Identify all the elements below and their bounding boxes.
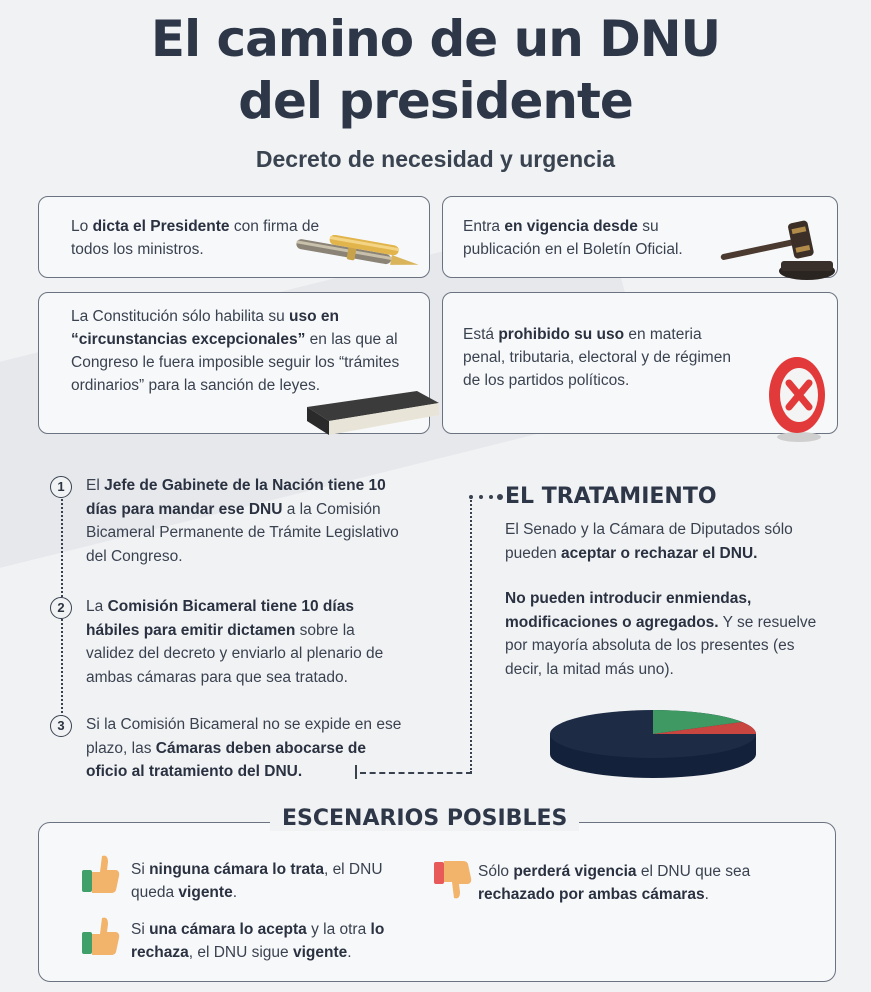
step-2: La Comisión Bicameral tiene 10 días hábiles para emitir dictamen sobre la validez del decreto y enviarlo al plenario de ambas cámaras para que sea tratado.: [86, 598, 384, 686]
gavel-icon: [715, 213, 837, 283]
card-text: Está prohibido su uso en materia penal, tributaria, electoral y de régimen de los partidos políticos.: [463, 326, 731, 389]
escenarios-title: ESCENARIOS POSIBLES: [270, 806, 579, 831]
arrow-dot-icon: [464, 492, 504, 502]
escenario-3: Sólo perderá vigencia el DNU que sea rechazado por ambas cámaras.: [478, 863, 751, 903]
step-number-2: 2: [50, 597, 72, 619]
prohibited-x-icon: [761, 351, 833, 445]
card-text: Lo dicta el Presidente con firma de todos los ministros.: [71, 218, 320, 258]
step-number-1: 1: [50, 476, 72, 498]
card-prohibido: [442, 292, 838, 434]
step-3: Si la Comisión Bicameral no se expide en ese plazo, las Cámaras deben abocarse de oficio al tratamiento del DNU.: [86, 716, 402, 780]
step-number-3: 3: [50, 715, 72, 737]
tratamiento-title: EL TRATAMIENTO: [505, 484, 717, 509]
page-title: El camino de un DNU del presidente: [150, 10, 721, 130]
card-dicta-presidente: [38, 196, 430, 278]
thumbs-up-icon: [80, 914, 122, 958]
card-text: La Constitución sólo habilita su uso en “circunstancias excepcionales” en las que al Congreso le fuera imposible seguir los “trámites ordinarios” para la sanción de leyes.: [71, 308, 400, 394]
page-subtitle: Decreto de necesidad y urgencia: [255, 146, 616, 172]
tratamiento-text: El Senado y la Cámara de Diputados sólo pueden aceptar o rechazar el DNU. No pueden introducir enmiendas, modificaciones o agregados. Y se resuelve por mayoría absoluta de los presentes (es decir, la mitad más uno).: [505, 521, 817, 678]
card-vigencia: [442, 196, 838, 278]
connector-dotted-line: [470, 497, 472, 773]
fountain-pen-icon: [287, 235, 427, 279]
thumbs-down-icon: [432, 858, 474, 902]
book-icon: [301, 385, 441, 441]
escenario-2: Si una cámara lo acepta y la otra lo rechaza, el DNU sigue vigente.: [131, 921, 385, 961]
escenario-1: Si ninguna cámara lo trata, el DNU queda vigente.: [131, 861, 383, 901]
card-text: Entra en vigencia desde su publicación en el Boletín Oficial.: [463, 218, 683, 258]
card-uso-excepcional: [38, 292, 430, 434]
step-1: El Jefe de Gabinete de la Nación tiene 10 días para mandar ese DNU a la Comisión Bicameral Permanente de Trámite Legislativo del Congreso.: [86, 477, 399, 565]
thumbs-up-icon: [80, 852, 122, 896]
pie-chart-icon: [546, 704, 760, 784]
